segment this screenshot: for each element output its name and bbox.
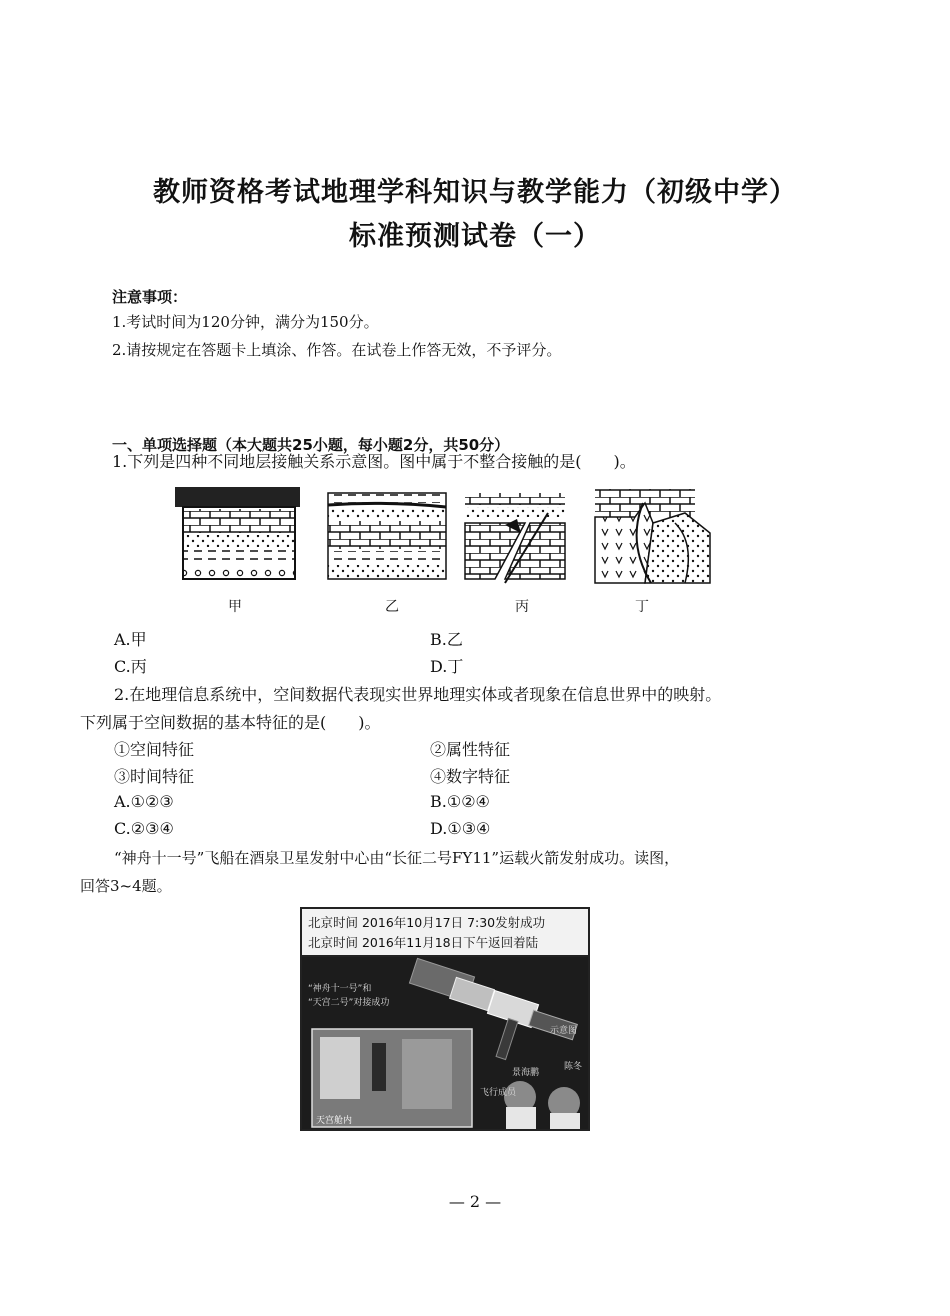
q2-option-d: D.①③④ xyxy=(430,819,491,838)
q2-option-a: A.①②③ xyxy=(114,792,174,811)
q2-option-c: C.②③④ xyxy=(114,819,174,838)
shenzhou-figure xyxy=(300,907,590,1131)
notice-item-2: 2.请按规定在答题卡上填涂、作答。在试卷上作答无效，不予评分。 xyxy=(112,341,562,359)
figure-caption-line-1: 北京时间 2016年10月17日 7:30发射成功 xyxy=(308,915,546,930)
q34-intro-line-1: “神舟十一号”飞船在酒泉卫星发射中心由“长征二号FY11”运载火箭发射成功。读图， xyxy=(114,849,680,867)
label-cabin: 天宫舱内 xyxy=(316,1116,353,1126)
diagram-bing xyxy=(465,493,565,583)
diagram-label-yi: 乙 xyxy=(385,599,399,615)
q2-item-3: ③时间特征 xyxy=(114,767,195,786)
diagram-label-bing: 丙 xyxy=(515,599,529,615)
q1-option-d: D.丁 xyxy=(430,657,464,676)
diagram-label-jia: 甲 xyxy=(228,599,242,615)
notice-item-1: 1.考试时间为120分钟，满分为150分。 xyxy=(112,313,379,331)
label-name-2: 陈冬 xyxy=(564,1062,583,1072)
diagram-jia xyxy=(175,487,300,579)
diagram-ding xyxy=(595,489,710,583)
title-line-1: 教师资格考试地理学科知识与教学能力（初级中学） xyxy=(153,177,797,208)
label-name-1: 景海鹏 xyxy=(512,1068,540,1078)
label-diagram: 示意图 xyxy=(550,1026,578,1036)
figure-caption-box xyxy=(302,909,588,957)
q2-stem-line-1: 2.在地理信息系统中，空间数据代表现实世界地理实体或者现象在信息世界中的映射。 xyxy=(114,685,722,704)
q1-option-a: A.甲 xyxy=(114,630,147,649)
q2-option-b: B.①②④ xyxy=(430,792,490,811)
figure-caption-line-2: 北京时间 2016年11月18日下午返回着陆 xyxy=(308,935,539,950)
diagram-yi xyxy=(328,493,446,579)
diagram-label-ding: 丁 xyxy=(635,599,649,615)
label-docking-1: “神舟十一号”和 xyxy=(308,984,372,994)
label-crew: 飞行成员 xyxy=(480,1088,517,1098)
q1-stem: 1.下列是四种不同地层接触关系示意图。图中属于不整合接触的是( )。 xyxy=(112,452,636,471)
q1-option-c: C.丙 xyxy=(114,657,147,676)
q1-option-b: B.乙 xyxy=(430,630,463,649)
title-line-2: 标准预测试卷（一） xyxy=(349,221,601,252)
q2-item-4: ④数字特征 xyxy=(430,767,511,786)
q34-intro-line-2: 回答3~4题。 xyxy=(80,877,172,895)
notice-heading: 注意事项： xyxy=(112,288,188,306)
stratum-diagrams xyxy=(165,483,725,593)
q2-item-1: ①空间特征 xyxy=(114,740,195,759)
q2-item-2: ②属性特征 xyxy=(430,740,511,759)
label-docking-2: “天宫二号”对接成功 xyxy=(308,998,390,1008)
section-heading: 一、单项选择题（本大题共25小题，每小题2分，共50分） xyxy=(112,436,510,454)
page-number: — 2 — xyxy=(448,1192,502,1211)
q2-stem-line-2: 下列属于空间数据的基本特征的是( )。 xyxy=(80,713,381,732)
